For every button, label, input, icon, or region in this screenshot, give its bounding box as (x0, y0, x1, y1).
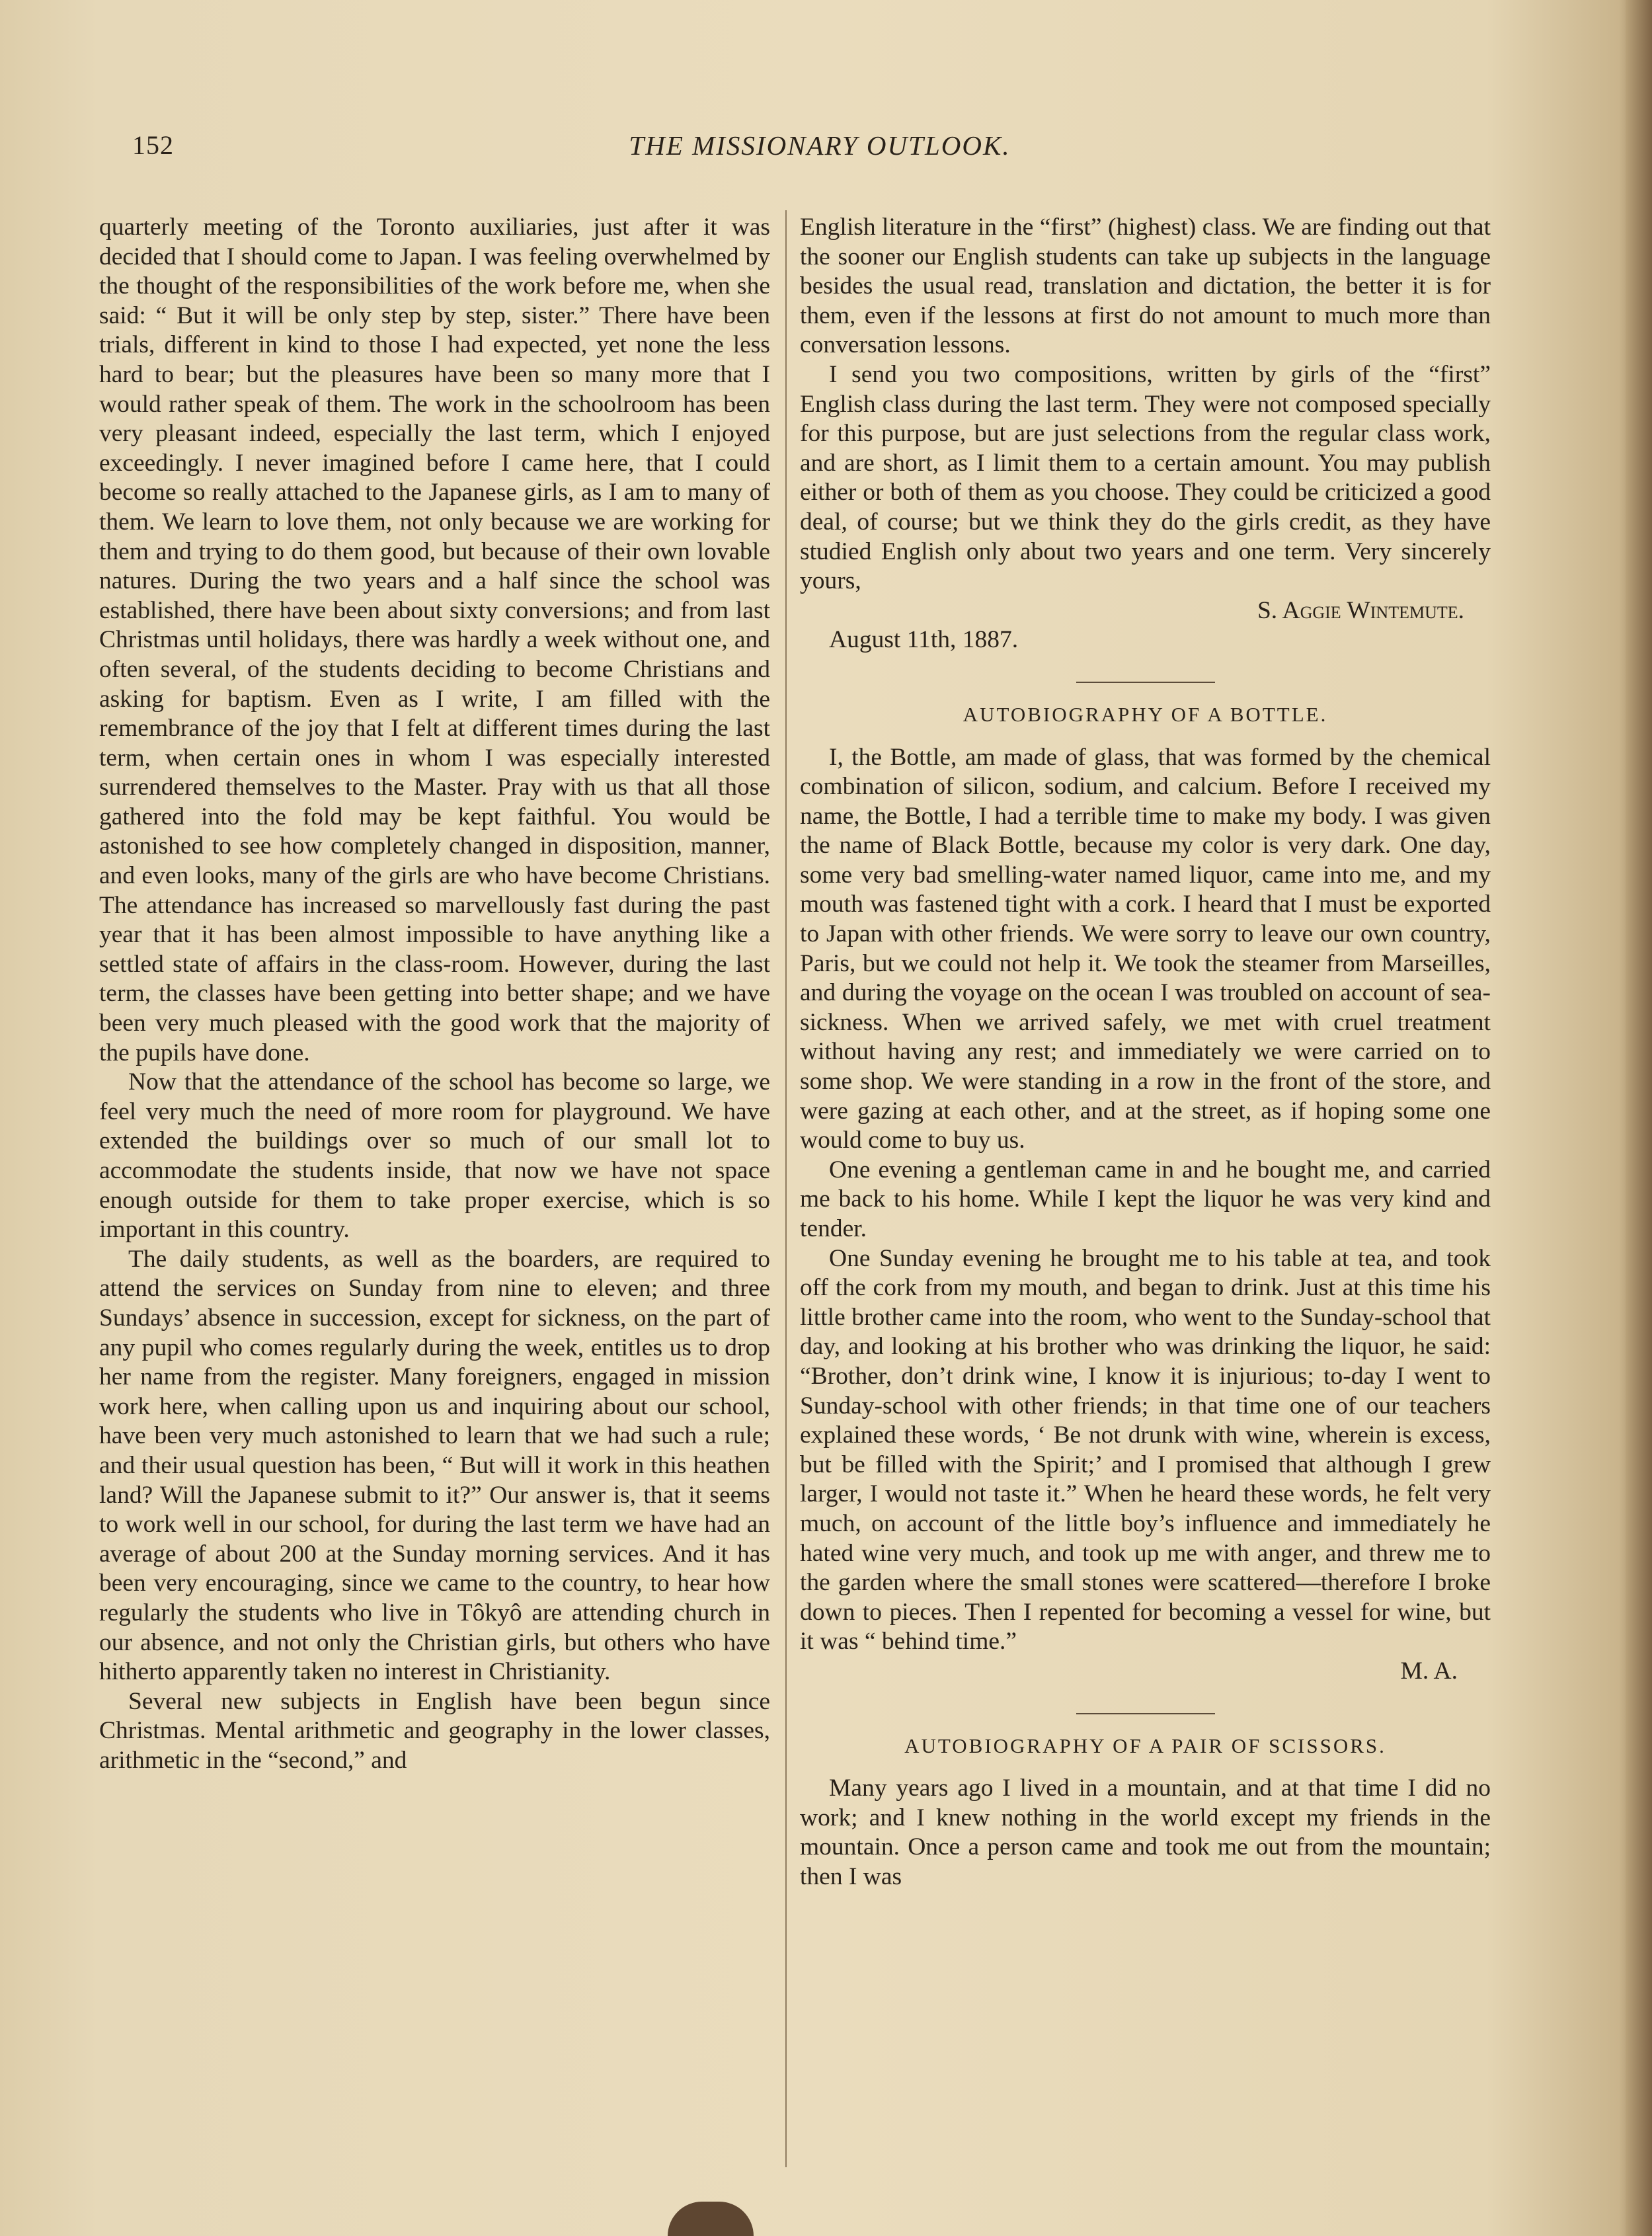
right-column (800, 213, 1491, 1892)
page-edge (1626, 0, 1652, 2236)
letter-signature: S. Aggie Wintemute. (1257, 596, 1464, 624)
section-title-scissors: AUTOBIOGRAPHY OF A PAIR OF SCISSORS. (904, 1734, 1386, 1757)
section-divider (1076, 1713, 1215, 1714)
section-divider (1076, 682, 1215, 683)
paragraph: I send you two compositions, written by girls of the “first” English class during the last term. They were not composed specially for this purpose, but are just selections from the regular class work, and are short, as I limit them to a certain amount. You may publish either or both of them as you choose. They could be criticized a good deal, of course; but we think they do the girls credit, as they have studied English only about two years and one term. Very sincerely yours, (800, 360, 1491, 595)
paragraph: The daily students, as well as the boarders, are required to attend the services on Sunday from nine to eleven; and three Sundays’ absence in succession, except for sickness, on the part of any pupil who comes regularly during the week, entitles us to drop her name from the register. Many foreigners, engaged in mission work here, when calling upon us and inquiring about our school, have been very much astonished to learn that we had such a rule; and their usual question has been, “ But will it work in this heathen land? Will the Japanese submit to it?” Our answer is, that it seems to work well in our school, for during the last term we have had an average of about 200 at the Sunday morning services. And it has been very encouraging, since we came to the country, to hear how regularly the students who live in Tôkyô are attending church in our absence, and not only the Christian girls, but others who have hitherto apparently taken no interest in Christianity. (99, 1245, 770, 1686)
paragraph: Several new subjects in English have been begun since Christmas. Mental arithmetic and geography in the lower classes, arithmetic in the “second,” and (99, 1687, 770, 1774)
paragraph: English literature in the “first” (highest) class. We are finding out that the sooner our English students can take up subjects in the language besides the usual read, translation and dictation, the better it is for them, even if the lessons at first do not amount to much more than conversation lessons. (800, 214, 1491, 359)
paragraph: Many years ago I lived in a mountain, and at that time I did no work; and I knew nothing in the world except my friends in the mountain. Once a person came and took me out from the mountain; then I was (800, 1775, 1491, 1890)
author-initials: M. A. (1400, 1657, 1458, 1685)
paragraph: I, the Bottle, am made of glass, that was formed by the chemical combination of silicon, sodium, and calcium. Before I received my name, the Bottle, I had a terrible time to make my body. I was given the name of Black Bottle, because my color is very dark. One day, some very bad smelling-water named liquor, came into me, and my mouth was fastened tight with a cork. I heard that I must be exported to Japan with other friends. We were sorry to leave our own country, Paris, but we could not help it. We took the steamer from Marseilles, and during the voyage on the ocean I was troubled on account of sea-sickness. When we arrived safely, we met with cruel treatment without having any rest; and immediately we were carried on to some shop. We were standing in a row in the front of the store, and were gazing at each other, and at the street, as if hoping some one would come to buy us. (800, 743, 1491, 1154)
paragraph: One evening a gentleman came in and he bought me, and carried me back to his home. While I kept the liquor he was very kind and tender. (800, 1156, 1491, 1242)
page-header (132, 130, 1507, 176)
paragraph: quarterly meeting of the Toronto auxiliaries, just after it was decided that I should come to Japan. I was feeling overwhelmed by the thought of the responsibilities of the work before me, when she said: “ But it will be only step by step, sister.” There have been trials, different in kind to those I had expected, yet none the less hard to bear; but the pleasures have been so many more that I would rather speak of them. The work in the schoolroom has been very pleasant indeed, especially the last term, which I enjoyed exceedingly. I never imagined before I came here, that I could become so really attached to the Japanese girls, as I am to many of them. We learn to love them, not only because we are working for them and trying to do them good, but because of their own lovable natures. During the two years and a half since the school was established, there have been about sixty conversions; and from last Christmas until holidays, there was hardly a week without one, and often several, of the students deciding to become Christians and asking for baptism. Even as I write, I am filled with the remembrance of the joy that I felt at different times during the last term, when certain ones in whom I was especially interested surrendered themselves to the Master. Pray with us that all those gathered into the fold may be kept faithful. You would be astonished to see how completely changed in disposition, manner, and even looks, many of the girls are who have become Christians. The attendance has increased so marvellously fast during the past year that it has been almost impossible to have anything like a settled state of affairs in the class-room. However, during the last term, the classes have been getting into better shape; and we have been very much pleased with the good work that the majority of the pupils have done. (99, 214, 770, 1066)
page-number: 152 (132, 130, 174, 160)
letter-date: August 11th, 1887. (829, 626, 1019, 654)
paragraph: One Sunday evening he brought me to his table at tea, and took off the cork from my mouth, and began to drink. Just at this time his little brother came into the room, who went to the Sunday-school that day, and looking at his brother who was drinking the liquor, he said: “Brother, don’t drink wine, I know it is injurious; to-day I went to Sunday-school with other friends; in that time one of our teachers explained these words, ‘ Be not drunk with wine, wherein is excess, but be filled with the Spirit;’ and I promised that although I grew larger, I would not taste it.” When he heard these words, he felt very much, on account of the little boy’s influence and immediately he hated wine very much, and took up me with anger, and threw me to the garden where the small stones were scattered—therefore I broke down to pieces. Then I repented for becoming a vessel for wine, but it was “ behind time.” (800, 1244, 1491, 1656)
paragraph: Now that the attendance of the school has become so large, we feel very much the need of more room for playground. We have extended the buildings over so much of our small lot to accommodate the students inside, that now we have not space enough outside for them to take proper exercise, which is so important in this country. (99, 1068, 770, 1244)
left-column (99, 213, 770, 1775)
running-title: THE MISSIONARY OUTLOOK. (629, 130, 1011, 161)
author-line (800, 1657, 1491, 1687)
column-divider (785, 210, 787, 2167)
section-title-bottle: AUTOBIOGRAPHY OF A BOTTLE. (963, 702, 1328, 726)
